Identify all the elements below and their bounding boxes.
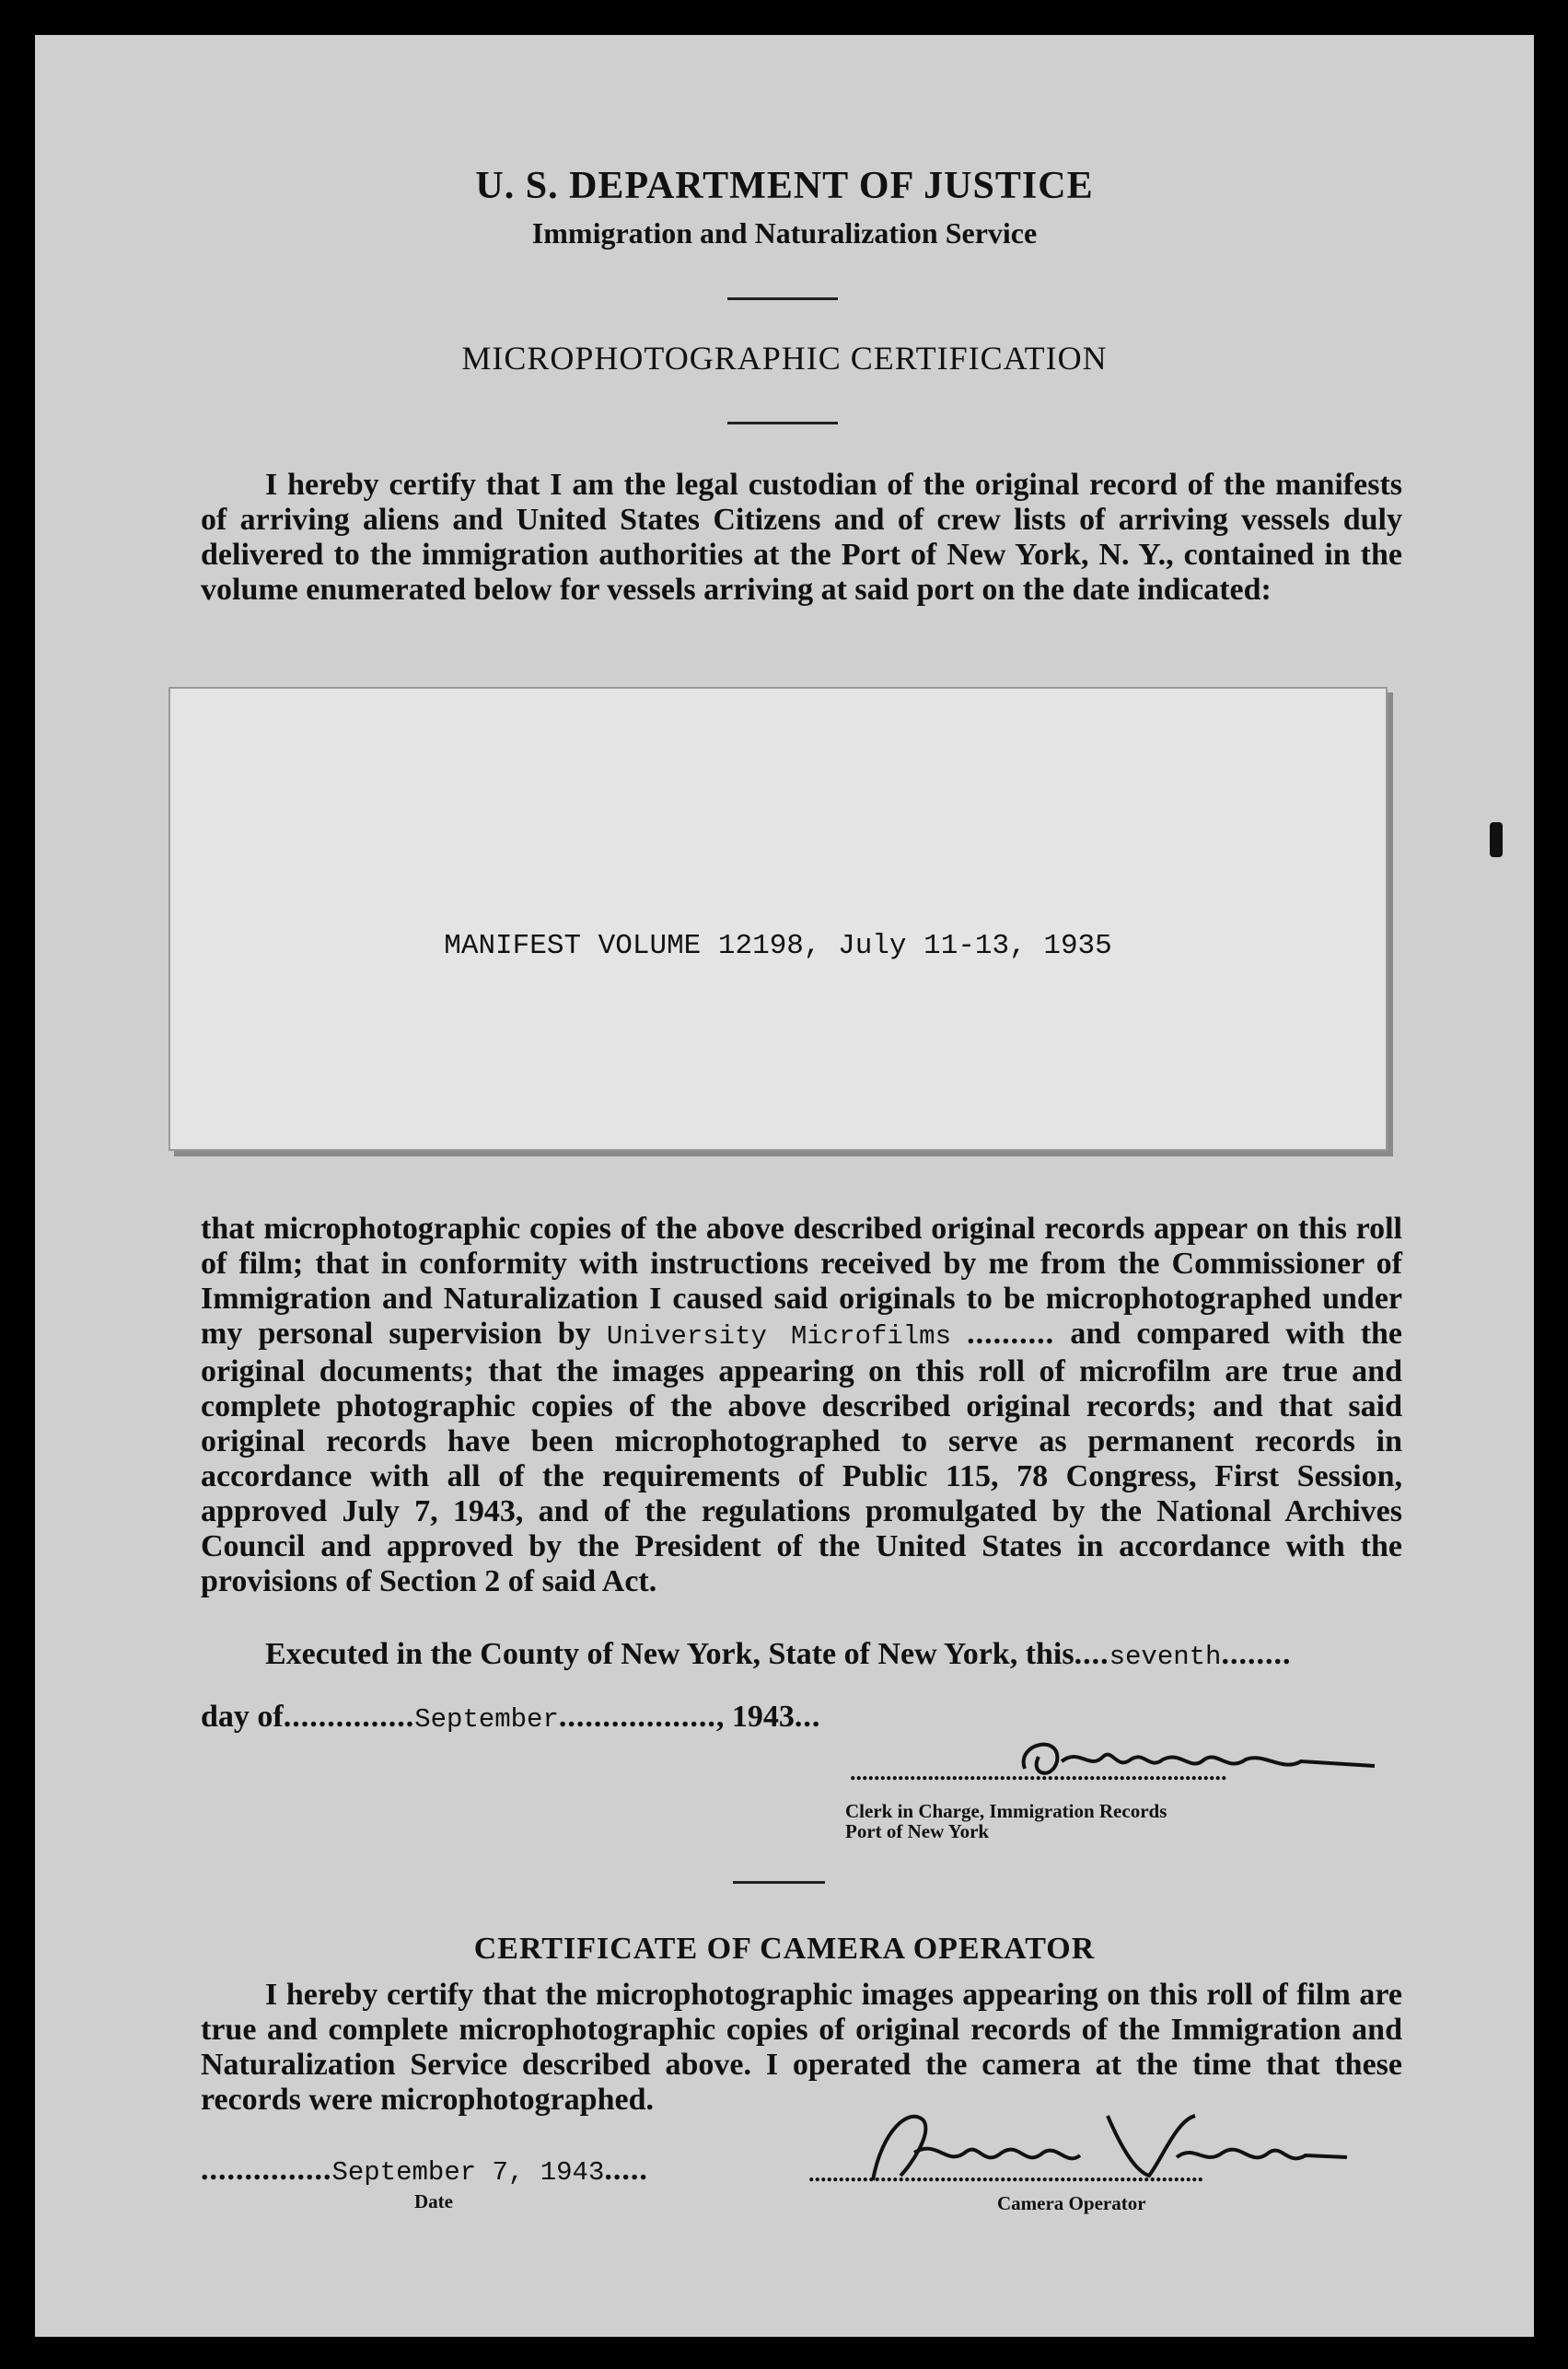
divider (727, 297, 838, 300)
camera-paragraph: I hereby certify that the microphotographic images appearing on this roll of film are true and complete microphotographic copies of original records of the Immigration and Naturalization Service described above. I operated the camera at the time that these records were microphotographed. (201, 1978, 1402, 2117)
department-heading: U. S. DEPARTMENT OF JUSTICE (475, 165, 1094, 207)
clerk-title-line1: Clerk in Charge, Immigration Records (845, 1800, 1167, 1822)
day-of-line (201, 1700, 820, 1735)
month-dots-end: .................. (558, 1700, 716, 1734)
operator-signature-line: .................................................................. (808, 2160, 1203, 2187)
margin-mark (1490, 822, 1503, 857)
body-paragraph (201, 1212, 1402, 1599)
date-dots: ............... (201, 2153, 332, 2187)
month-dots: ............... (283, 1700, 415, 1734)
intro-paragraph: I hereby certify that I am the legal custodian of the original record of the manifests of arriving aliens and United States Citizens and of crew lists of arriving vessels duly delivered to the immigration authorities at the Port of New York, N. Y., contained in the volume enumerated below for vessels arriving at said port on the date indicated: (201, 468, 1402, 607)
month-field: September (414, 1704, 559, 1735)
body-text-part2: and compared with the original documents; that the images appearing on this roll of microfilm are true and complete photographic copies of the above described original records; and that said original records have been microphotographed to serve as permanent records in accordance with all of the requirements of Public 115, 78 Congress, First Session, approved July 7, 1943, and of the regulations promulgated by the National Archives Council and approved by the President of the United States in accordance with the provisions of Section 2 of said Act. (201, 1317, 1403, 1598)
date-line (201, 2153, 648, 2188)
body-text-part1: that microphotographic copies of the above described original records appear on this roll of film; that in conformity with instructions received by me from the Commissioner of Immigration and Naturalization I caused said originals to be microphotographed under my personal supervision by (201, 1212, 1402, 1351)
date-field: September 7, 1943 (331, 2157, 605, 2188)
executed-prefix: Executed in the County of New York, State of New York, this (265, 1637, 1074, 1671)
year-digit: 3 (778, 1700, 795, 1734)
day-of-label: day of (201, 1700, 284, 1734)
clerk-title-line2: Port of New York (845, 1820, 990, 1842)
divider (733, 1881, 825, 1884)
day-field: seventh (1109, 1642, 1222, 1672)
clerk-title (845, 1801, 1167, 1841)
certification-title: MICROPHOTOGRAPHIC CERTIFICATION (461, 340, 1108, 377)
operator-label: Camera Operator (997, 2192, 1146, 2214)
clerk-signature (1006, 1724, 1393, 1794)
volume-box (168, 687, 1388, 1151)
executed-dots: .... (1074, 1637, 1109, 1671)
executed-line (265, 1637, 1291, 1672)
photographer-dots: .......... (967, 1317, 1055, 1351)
executed-dots-end: ........ (1221, 1637, 1292, 1671)
date-label: Date (414, 2190, 453, 2212)
divider (727, 422, 838, 424)
year-dots: ... (794, 1700, 821, 1734)
clerk-signature-line: ............................................................... (850, 1759, 1227, 1785)
service-heading: Immigration and Naturalization Service (531, 216, 1038, 250)
volume-text: MANIFEST VOLUME 12198, July 11-13, 1935 (444, 930, 1112, 962)
year-prefix: , 194 (715, 1700, 779, 1734)
operator-signature (845, 2102, 1361, 2189)
certificate-page (35, 35, 1534, 2337)
date-dots-end: ..... (604, 2153, 648, 2187)
photographer-field: University Microfilms (606, 1321, 951, 1352)
camera-operator-title: CERTIFICATE OF CAMERA OPERATOR (473, 1932, 1096, 1966)
